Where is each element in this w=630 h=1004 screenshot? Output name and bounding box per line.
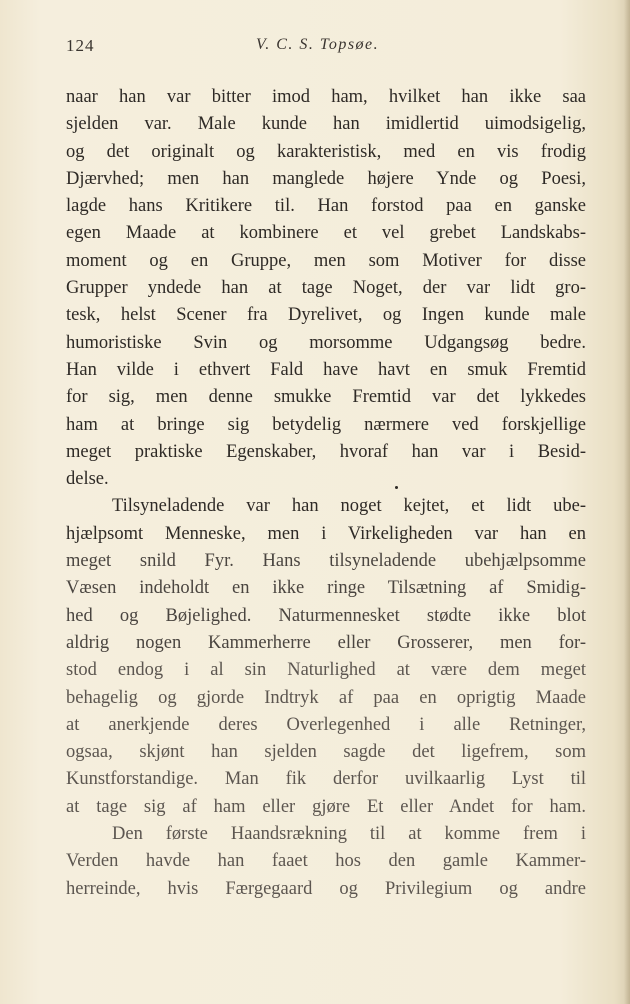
text-line: hed og Bøjelighed. Naturmennesket stødte ikke blot: [66, 605, 586, 626]
text-line: meget praktiske Egenskaber, hvoraf han var i Besid-: [66, 441, 586, 462]
text-line: Verden havde han faaet hos den gamle Kammer-: [66, 851, 586, 872]
text-line: meget snild Fyr. Hans tilsyneladende ubehjælpsomme: [66, 551, 586, 572]
text-line: humoristiske Svin og morsomme Udgangsøg bedre.: [66, 332, 586, 353]
text-line: moment og en Gruppe, men som Motiver for disse: [66, 250, 586, 271]
text-line: herreinde, hvis Færgegaard og Privilegium og andre: [66, 878, 586, 899]
text-line: Tilsyneladende var han noget kejtet, et lidt ube-: [112, 496, 586, 517]
text-line: Den første Haandsrækning til at komme frem i: [112, 824, 586, 845]
text-line: for sig, men denne smukke Fremtid var det lykkedes: [66, 387, 586, 408]
text-line: sjelden var. Male kunde han imidlertid uimodsigelig,: [66, 114, 586, 135]
page-number: 124: [66, 36, 95, 55]
text-line: Han vilde i ethvert Fald have havt en smuk Fremtid: [66, 359, 586, 380]
text-line: ogsaa, skjønt han sjelden sagde det ligefrem, som: [66, 742, 586, 763]
running-head: V. C. S. Topsøe.: [256, 36, 380, 53]
text-line: aldrig nogen Kammerherre eller Grosserer, men for-: [66, 632, 586, 653]
text-line: ham at bringe sig betydelig nærmere ved forskjellige: [66, 414, 586, 435]
text-line: at anerkjende deres Overlegenhed i alle Retninger,: [66, 714, 586, 735]
text-line: og det originalt og karakteristisk, med en vis frodig: [66, 141, 586, 162]
text-line: Grupper yndede han at tage Noget, der var lidt gro-: [66, 278, 586, 299]
text-line: egen Maade at kombinere et vel grebet Landskabs-: [66, 223, 586, 244]
page-edge-shadow: [624, 0, 630, 1004]
text-line: hjælpsomt Menneske, men i Virkeligheden var han en: [66, 523, 586, 544]
text-line: delse.: [66, 469, 109, 490]
text-line: Væsen indeholdt en ikke ringe Tilsætning af Smidig-: [66, 578, 586, 599]
text-line: stod endog i al sin Naturlighed at være dem meget: [66, 660, 586, 681]
text-line: Djærvhed; men han manglede højere Ynde og Poesi,: [66, 168, 586, 189]
ink-speck: [395, 486, 398, 489]
body-text: [66, 84, 586, 903]
text-line: lagde hans Kritikere til. Han forstod paa en ganske: [66, 196, 586, 217]
text-line: at tage sig af ham eller gjøre Et eller Andet for ham.: [66, 796, 586, 817]
text-line: naar han var bitter imod ham, hvilket han ikke saa: [66, 87, 586, 107]
page-header: [66, 36, 586, 58]
text-line: Kunstforstandige. Man fik derfor uvilkaarlig Lyst til: [66, 769, 586, 790]
text-line: tesk, helst Scener fra Dyrelivet, og Ingen kunde male: [66, 305, 586, 326]
text-line: behagelig og gjorde Indtryk af paa en oprigtig Maade: [66, 687, 586, 708]
